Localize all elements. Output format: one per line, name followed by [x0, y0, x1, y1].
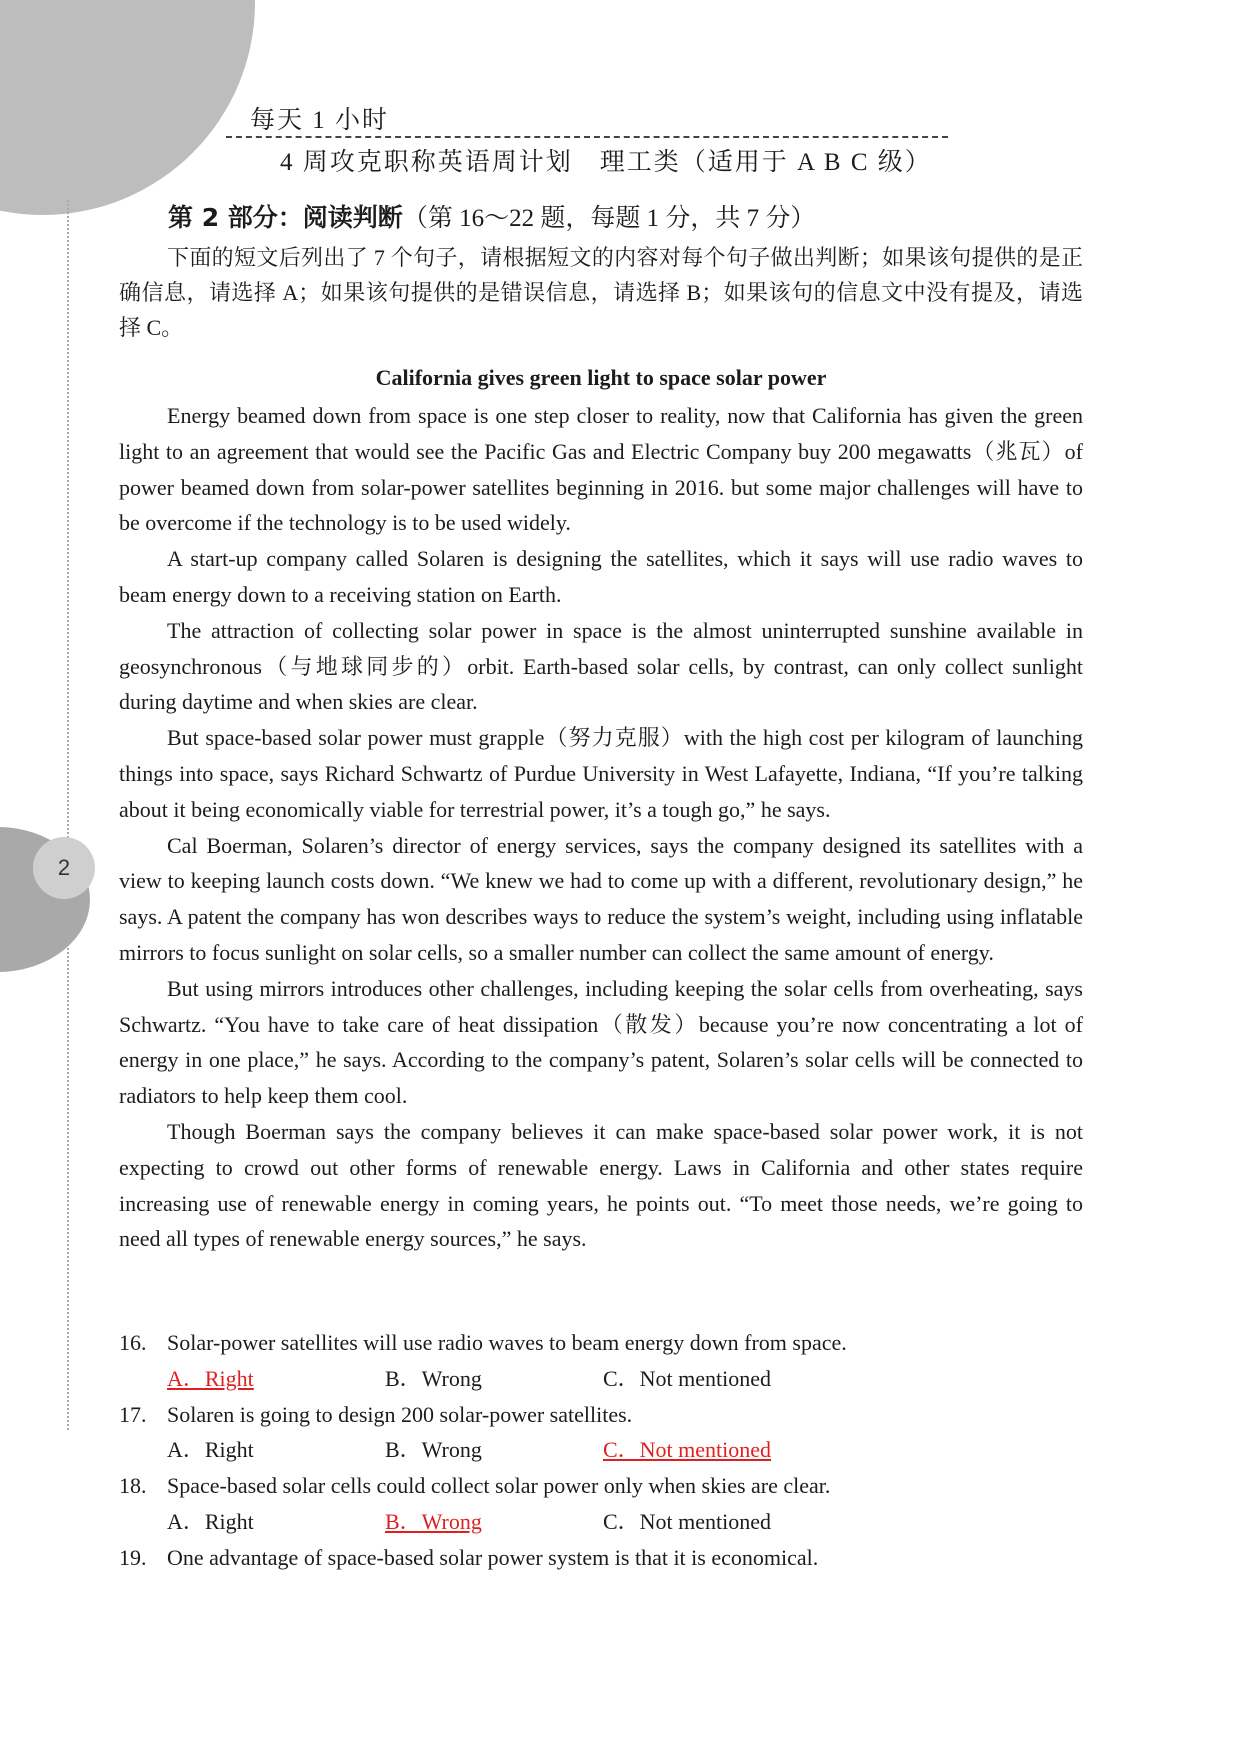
question-number: 16. [119, 1330, 147, 1355]
header-top-title: 每天 1 小时 [250, 107, 390, 134]
article-paragraph: Though Boerman says the company believes it can make space-based solar power work, it is not expecting to crowd out other forms of renewable energy. Laws in California and other states require increasing use of renewable energy in coming years, he points out. “To meet those needs, we’re going to need all types of renewable energy sources,” he says. [119, 1118, 1083, 1252]
option-row [119, 1504, 1083, 1540]
article-paragraph: But space-based solar power must grapple（努力克服）with the high cost per kilogram of launching things into space, says Richard Schwartz of Purdue University in West Lafayette, Indiana, “If you’re talking about it being economically viable for terrestrial power, it’s a tough go,” he says. [119, 725, 1083, 822]
decorative-dotted-line [67, 200, 69, 1430]
answer-option: B．Wrong [385, 1508, 482, 1534]
option: B．Wrong [385, 1437, 482, 1463]
page-number: 2 [33, 837, 95, 899]
option: C．Not mentioned [603, 1508, 772, 1534]
option: A．Right [167, 1508, 254, 1534]
option: B．Wrong [385, 1365, 482, 1391]
section-title-rest: （第 16～22 题，每题 1 分，共 7 分） [402, 205, 816, 232]
answer-option: C．Not mentioned [603, 1437, 772, 1463]
question-stem [119, 1397, 1083, 1433]
option-row [119, 1432, 1083, 1468]
question-text: One advantage of space-based solar power system is that it is economical. [167, 1544, 819, 1570]
article-title: California gives green light to space solar power [375, 365, 827, 390]
header-subtitle: 4 周攻克职称英语周计划 理工类（适用于 A B C 级） [280, 149, 932, 176]
answer-option: A．Right [167, 1365, 254, 1391]
article-paragraph: Energy beamed down from space is one step closer to reality, now that California has given the green light to an agreement that would see the Pacific Gas and Electric Company buy 200 megawatts（兆瓦）of power beamed down from solar-power satellites beginning in 2016. but some major challenges will have to be overcome if the technology is to be used widely. [119, 403, 1083, 536]
question-stem [119, 1468, 1083, 1504]
option: A．Right [167, 1437, 254, 1463]
question-text: Space-based solar cells could collect solar power only when skies are clear. [167, 1473, 831, 1499]
header-divider [226, 136, 948, 138]
decorative-circle-top [0, 0, 255, 215]
article-paragraph: The attraction of collecting solar power in space is the almost uninterrupted sunshine available in geosynchronous（与地球同步的）orbit. Earth-based solar cells, by contrast, can only collect sunlight during daytime and when skies are clear. [119, 617, 1083, 715]
question-text: Solaren is going to design 200 solar-power satellites. [167, 1401, 633, 1427]
question-stem [119, 1325, 1083, 1361]
question-stem [119, 1540, 1083, 1576]
section-instructions: 下面的短文后列出了 7 个句子，请根据短文的内容对每个句子做出判断；如果该句提供的是正确信息，请选择 A；如果该句提供的是错误信息，请选择 B；如果该句的信息文中没有提及，请选择 C。 [119, 245, 1083, 340]
option: C．Not mentioned [603, 1365, 772, 1391]
article-paragraph: But using mirrors introduces other challenges, including keeping the solar cells from overheating, says Schwartz. “You have to take care of heat dissipation（散发）because you’re now concentrating a lot of energy in one place,” he says. According to the company’s patent, Solaren’s solar cells will be connected to radiators to help keep them cool. [119, 975, 1083, 1109]
article-paragraph: A start-up company called Solaren is designing the satellites, which it says will use radio waves to beam energy down to a receiving station on Earth. [119, 546, 1083, 607]
question-text: Solar-power satellites will use radio waves to beam energy down from space. [167, 1330, 847, 1355]
option-row [119, 1361, 1083, 1397]
question-number: 18. [119, 1473, 147, 1499]
section-title-bold: 第 2 部分：阅读判断 [168, 203, 403, 232]
article-paragraph: Cal Boerman, Solaren’s director of energy services, says the company designed its satellites with a view to keeping launch costs down. “We knew we had to come up with a different, revolutionary design,” he says. A patent the company has won describes ways to reduce the system’s weight, including using inflatable mirrors to focus sunlight on solar cells, so a smaller number can collect the same amount of energy. [119, 832, 1083, 965]
question-number: 17. [119, 1401, 147, 1427]
question-number: 19. [119, 1544, 147, 1570]
article-body [119, 398, 1083, 1257]
question-list [119, 1325, 1083, 1576]
section-title [168, 198, 815, 234]
